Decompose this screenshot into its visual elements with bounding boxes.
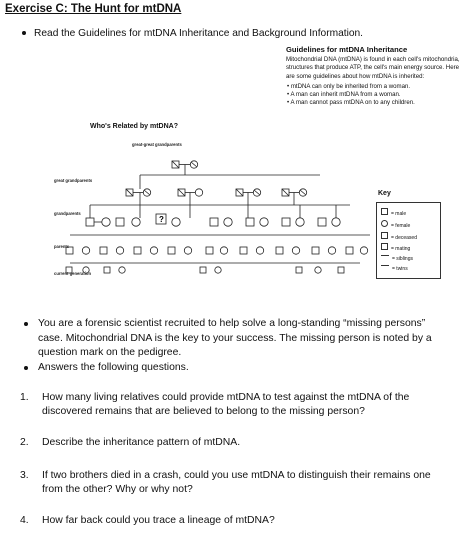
bullet-dot-icon bbox=[24, 366, 28, 370]
key-item-male: = male bbox=[381, 208, 417, 220]
pedigree-heading: Who's Related by mtDNA? bbox=[90, 123, 179, 130]
page-title: Exercise C: The Hunt for mtDNA bbox=[5, 3, 182, 15]
bullet-dot-icon bbox=[22, 31, 26, 35]
mating-icon bbox=[381, 243, 388, 250]
gen-label-great-great: great-great grandparents bbox=[132, 142, 182, 147]
key-title: Key bbox=[378, 190, 391, 197]
key-item-siblings: = siblings bbox=[381, 255, 417, 265]
key-item-deceased: = deceased bbox=[381, 232, 417, 244]
circle-icon bbox=[381, 220, 388, 227]
scenario-bullet: You are a forensic scientist recruited to help solve a long-standing “missing persons” case. Mitochondrial DNA is the key to your success. The missing person is noted by a question mark on the pedigree. bbox=[38, 317, 446, 361]
siblings-icon bbox=[381, 255, 389, 260]
guidelines-box bbox=[286, 46, 466, 107]
gen-label-current: current generation bbox=[54, 271, 91, 276]
guideline-rule: • A man can inherit mtDNA from a woman. bbox=[287, 91, 401, 99]
question-2: 2. Describe the inheritance pattern of mtDNA. bbox=[20, 437, 241, 448]
guidelines-heading: Guidelines for mtDNA Inheritance bbox=[286, 45, 408, 54]
guidelines-rules bbox=[286, 83, 466, 108]
pedigree-key bbox=[376, 202, 441, 279]
guidelines-body: Mitochondrial DNA (mtDNA) is found in each cell's mitochondria, structures that produce ATP, the cell's main energy source. Here are some guidelines about how mtDNA is inherited: bbox=[286, 56, 460, 80]
intro-bullet bbox=[22, 27, 363, 40]
gen-label-great: great grandparents bbox=[54, 178, 93, 183]
question-1: 1. How many living relatives could provide mtDNA to test against the mtDNA of the discovered remains that are believed to belong to the missing person? bbox=[20, 392, 410, 417]
square-icon bbox=[381, 208, 388, 215]
instructions-bullet: Answers the following questions. bbox=[38, 361, 446, 376]
intro-bullet-text: Read the Guidelines for mtDNA Inheritance and Background Information. bbox=[34, 28, 364, 39]
gen-label-parents: parents bbox=[54, 244, 70, 249]
question-4: 4. How far back could you trace a lineage of mtDNA? bbox=[20, 515, 275, 526]
key-item-female: = female bbox=[381, 220, 417, 232]
key-item-twins: = twins bbox=[381, 265, 417, 275]
question-3: 3. If two brothers died in a crash, could you use mtDNA to distinguish their remains one from the other? Why or why not? bbox=[20, 470, 431, 495]
bullet-dot-icon bbox=[24, 322, 28, 326]
key-item-mating: = mating bbox=[381, 243, 417, 255]
deceased-icon bbox=[381, 232, 388, 239]
guideline-rule: • mtDNA can only be inherited from a woman. bbox=[287, 82, 411, 90]
gen-label-grandparents: grandparents bbox=[54, 211, 81, 216]
twins-icon bbox=[381, 265, 389, 270]
guideline-rule: • A man cannot pass mtDNA on to any children. bbox=[287, 99, 415, 107]
missing-person-marker: ? bbox=[159, 215, 164, 224]
